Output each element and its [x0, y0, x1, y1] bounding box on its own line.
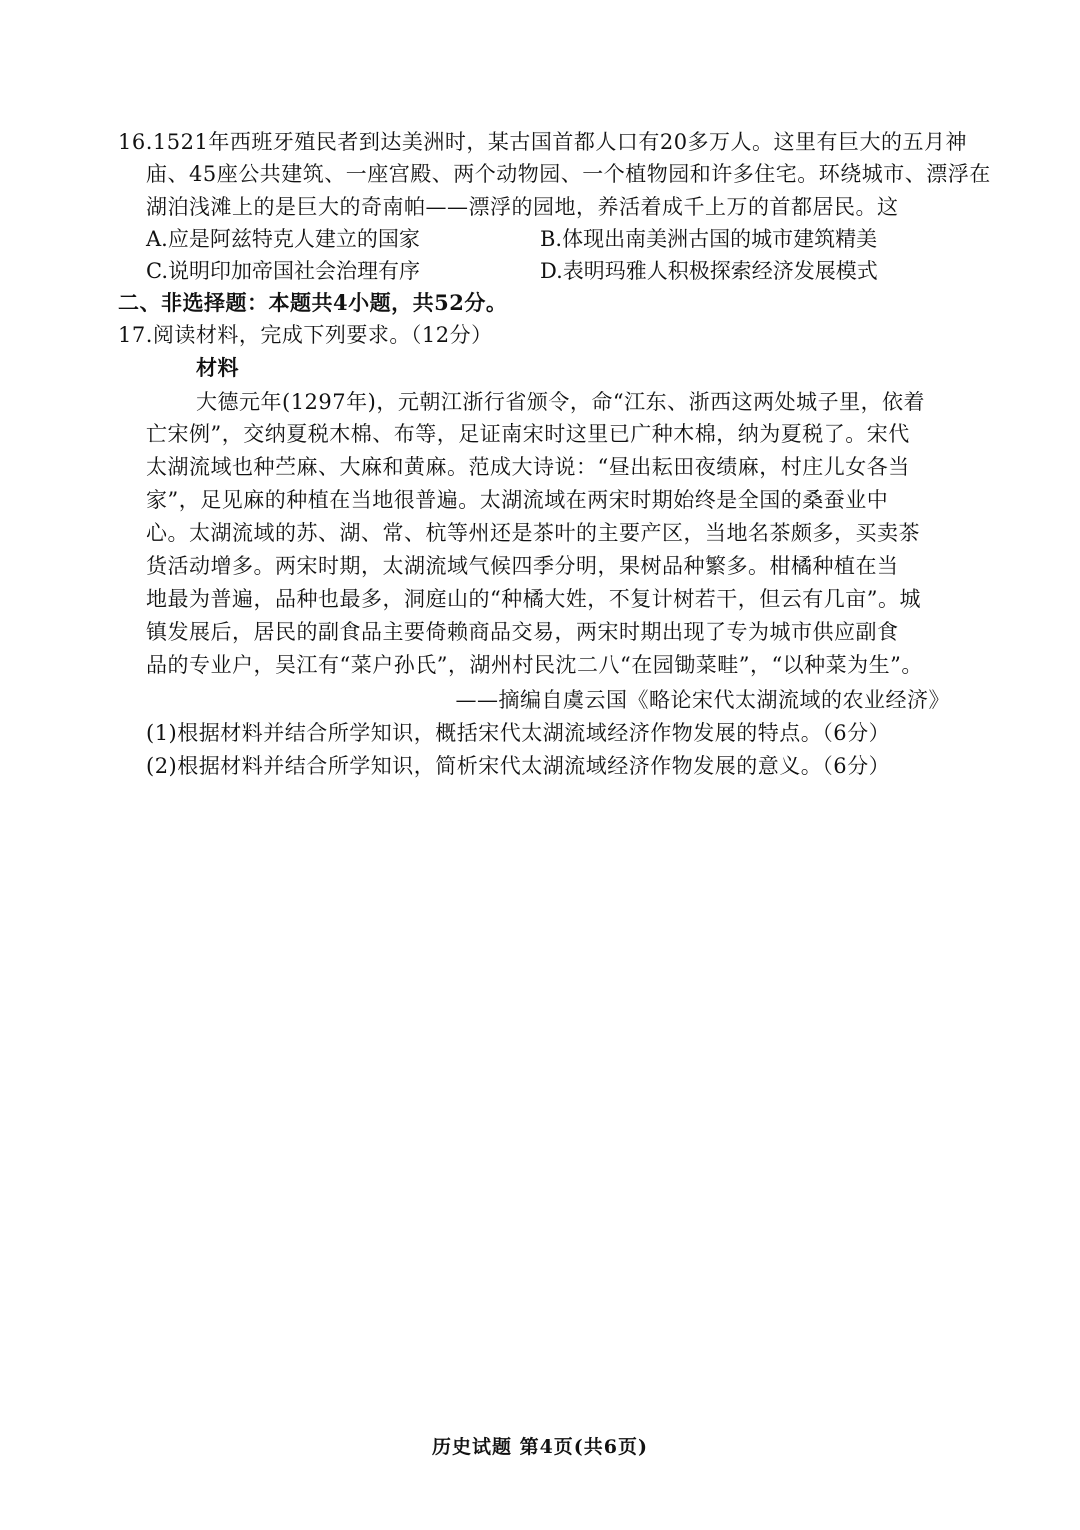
- q17-source-citation: ——摘编自虞云国《略论宋代太湖流域的农业经济》: [455, 688, 950, 712]
- q17-material-line-7: 地最为普遍，品种也最多，洞庭山的“种橘大姓，不复计树若干，但云有几亩”。城: [146, 587, 921, 611]
- q16-option-a: A.应是阿兹特克人建立的国家: [146, 227, 420, 251]
- q17-stem: 17.阅读材料，完成下列要求。（12分）: [118, 323, 493, 347]
- q17-subquestion-2: (2)根据材料并结合所学知识，简析宋代太湖流域经济作物发展的意义。（6分）: [146, 754, 891, 778]
- q17-material-line-9: 品的专业户，吴江有“菜户孙氏”，湖州村民沈二八“在园锄菜畦”，“以种菜为生”。: [146, 653, 923, 677]
- q16-line-1: 16.1521年西班牙殖民者到达美洲时，某古国首都人口有20多万人。这里有巨大的五月神: [118, 130, 968, 154]
- q17-material-line-8: 镇发展后，居民的副食品主要倚赖商品交易，两宋时期出现了专为城市供应副食: [146, 620, 899, 644]
- q17-material-line-2: 亡宋例”，交纳夏税木棉、布等，足证南宋时这里已广种木棉，纳为夏税了。宋代: [146, 422, 910, 446]
- q16-option-c: C.说明印加帝国社会治理有序: [146, 259, 420, 283]
- q16-line-3: 湖泊浅滩上的是巨大的奇南帕——漂浮的园地，养活着成千上万的首都居民。这: [146, 195, 899, 219]
- q17-material-line-1: 大德元年(1297年)，元朝江浙行省颁令，命“江东、浙西这两处城子里，依着: [196, 390, 926, 414]
- q16-option-d: D.表明玛雅人积极探索经济发展模式: [540, 259, 878, 283]
- page-footer: 历史试题 第4页(共6页): [431, 1436, 649, 1458]
- q17-material-line-4: 家”，足见麻的种植在当地很普遍。太湖流域在两宋时期始终是全国的桑蚕业中: [146, 488, 889, 512]
- q17-material-line-5: 心。太湖流域的苏、湖、常、杭等州还是茶叶的主要产区，当地名茶颇多，买卖茶: [146, 521, 920, 545]
- q17-material-line-6: 货活动增多。两宋时期，太湖流域气候四季分明，果树品种繁多。柑橘种植在当: [146, 554, 899, 578]
- q17-subquestion-1: (1)根据材料并结合所学知识，概括宋代太湖流域经济作物发展的特点。（6分）: [146, 721, 891, 745]
- q17-material-label: 材料: [196, 355, 239, 380]
- q17-material-line-3: 太湖流域也种苎麻、大麻和黄麻。范成大诗说：“昼出耘田夜绩麻，村庄儿女各当: [146, 455, 910, 479]
- q16-line-2: 庙、45座公共建筑、一座宫殿、两个动物园、一个植物园和许多住宅。环绕城市、漂浮在: [146, 162, 991, 186]
- section-2-heading: 二、非选择题：本题共4小题，共52分。: [118, 290, 508, 315]
- q16-option-b: B.体现出南美洲古国的城市建筑精美: [540, 227, 878, 251]
